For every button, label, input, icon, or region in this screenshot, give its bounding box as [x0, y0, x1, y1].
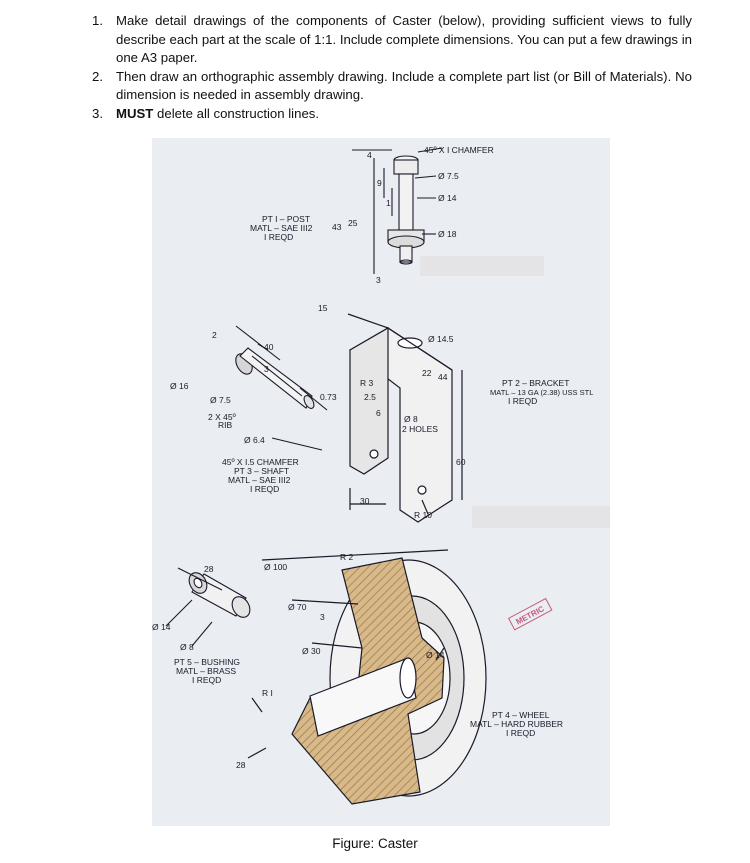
bracket-dim: 44: [438, 372, 448, 382]
instruction-text: Make detail drawings of the components of Caster (below), providing sufficient views to fully describe each part at the scale of 1:1. Include complete dimensions. You can put a few drawings in one A3 paper.: [116, 13, 692, 66]
bracket-dim: R 10: [414, 510, 432, 520]
caster-drawing: [152, 138, 610, 826]
instruction-item: 1. Make detail drawings of the components of Caster (below), providing sufficient views to fully describe each part at the scale of 1:1. Include complete dimensions. You can put a few drawings in one A3 paper.: [92, 13, 692, 66]
instruction-emphasis: MUST: [116, 105, 154, 121]
post-dim: Ø 18: [438, 229, 457, 239]
bracket-note: MATL – 13 GA (2.38) USS STL: [490, 388, 594, 397]
shaft-dim: 0.73: [320, 392, 337, 402]
bracket-note: I REQD: [508, 396, 538, 406]
bracket-dim: Ø 14.5: [428, 334, 454, 344]
wheel-dim: R 2: [340, 552, 354, 562]
bushing-note: PT 5 – BUSHING: [174, 657, 240, 667]
bushing-dim: Ø 14: [152, 622, 171, 632]
shaft-note: MATL – SAE III2: [228, 475, 291, 485]
bushing-note: I REQD: [192, 675, 222, 685]
shaft-dim: RIB: [218, 420, 233, 430]
redaction-bar: [472, 506, 610, 528]
bushing-dim: Ø 8: [180, 642, 194, 652]
bracket-dim: 2 HOLES: [402, 424, 438, 434]
post-dim: Ø 14: [438, 193, 457, 203]
post-dim: 4: [367, 150, 372, 160]
bracket-dim: 2.5: [364, 392, 376, 402]
instruction-item: 2. Then draw an orthographic assembly drawing. Include a complete part list (or Bill of Materials). No dimension is needed in assembly drawing.: [92, 68, 692, 103]
post-note: PT I – POST: [262, 214, 311, 224]
shaft-dim: 3: [264, 364, 269, 374]
caster-figure: [152, 138, 610, 826]
wheel-dim: Ø 14: [426, 650, 445, 660]
bracket-dim: Ø 8: [404, 414, 418, 424]
post-dim: 1: [386, 198, 391, 208]
wheel-dim: R I: [262, 688, 273, 698]
figure-caption: Figure: Caster: [332, 836, 418, 851]
wheel-dim: 28: [236, 760, 246, 770]
bushing-note: MATL – BRASS: [176, 666, 236, 676]
post-note: MATL – SAE III2: [250, 223, 313, 233]
wheel-dim: Ø 70: [288, 602, 307, 612]
post-note: I REQD: [264, 232, 294, 242]
bracket-dim: 30: [360, 496, 370, 506]
wheel-dim: Ø 100: [264, 562, 288, 572]
shaft-dim: 2 X 45º: [208, 412, 236, 422]
instruction-text: delete all construction lines.: [153, 105, 320, 121]
bracket-dim: 15: [318, 303, 328, 313]
bushing-dim: 28: [204, 564, 214, 574]
bracket-dim: R 3: [360, 378, 374, 388]
bracket-dim: 60: [456, 457, 466, 467]
shaft-note: I REQD: [250, 484, 280, 494]
metric-stamp-label: METRIC: [514, 604, 546, 627]
post-dim: Ø 7.5: [438, 171, 459, 181]
instruction-item: 3. MUST delete all construction lines.: [92, 105, 320, 121]
post-dim: 25: [348, 218, 358, 228]
instruction-text: Then draw an orthographic assembly drawing. Include a complete part list (or Bill of Materials). No dimension is needed in assembly drawing.: [116, 68, 692, 103]
shaft-dim: 2: [212, 330, 217, 340]
bracket-dim: 6: [376, 408, 381, 418]
redaction-bar: [420, 256, 544, 276]
shaft-note: 45º X I.5 CHAMFER: [222, 457, 299, 467]
post-dim: 9: [377, 178, 382, 188]
wheel-dim: 3: [320, 612, 325, 622]
shaft-dim: Ø 16: [170, 381, 189, 391]
bracket-dim: 22: [422, 368, 432, 378]
shaft-dim: Ø 7.5: [210, 395, 231, 405]
instruction-list: [92, 12, 692, 124]
wheel-dim: Ø 30: [302, 646, 321, 656]
shaft-dim: Ø 6.4: [244, 435, 265, 445]
wheel-note: I REQD: [506, 728, 536, 738]
wheel-note: MATL – HARD RUBBER: [470, 719, 564, 729]
shaft-note: PT 3 – SHAFT: [234, 466, 290, 476]
wheel-note: PT 4 – WHEEL: [492, 710, 550, 720]
post-chamfer-dim: 45º X I CHAMFER: [424, 145, 494, 155]
post-dim: 3: [376, 275, 381, 285]
post-dim: 43: [332, 222, 342, 232]
shaft-dim: 40: [264, 342, 274, 352]
bracket-note: PT 2 – BRACKET: [502, 378, 570, 388]
